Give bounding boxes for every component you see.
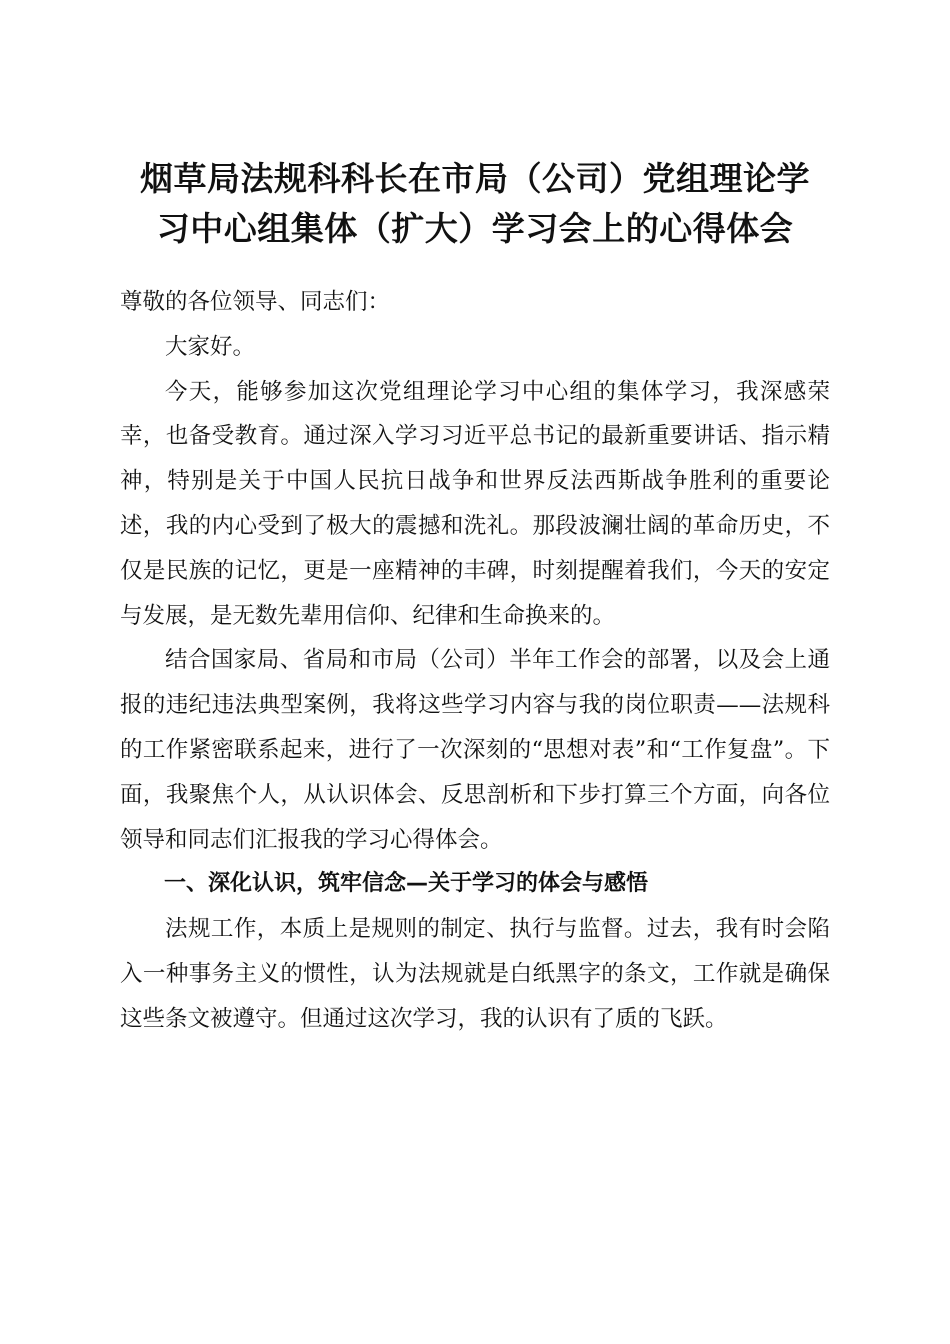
greeting: 大家好。	[165, 333, 256, 360]
section-heading-1: 一、深化认识，筑牢信念—关于学习的体会与感悟	[164, 871, 649, 897]
paragraph-2: 结合国家局、省局和市局（公司）半年工作会的部署，以及会上通报的违纪违法典型案例，我将这些学习内容与我的岗位职责——法规科的工作紧密联系起来，进行了一次深刻的“思想对表”和“工作复盘”。下面，我聚焦个人，从认识体会、反思剖析和下步打算三个方面，向各位领导和同志们汇报我的学习心得体会。	[120, 647, 830, 853]
document-body	[120, 280, 830, 1042]
paragraph-1: 今天，能够参加这次党组理论学习中心组的集体学习，我深感荣幸，也备受教育。通过深入学习习近平总书记的最新重要讲话、指示精神，特别是关于中国人民抗日战争和世界反法西斯战争胜利的重要论述，我的内心受到了极大的震撼和洗礼。那段波澜壮阔的革命历史，不仅是民族的记忆，更是一座精神的丰碑，时刻提醒着我们，今天的安定与发展，是无数先辈用信仰、纪律和生命换来的。	[120, 378, 830, 629]
salutation: 尊敬的各位领导、同志们：	[120, 289, 391, 315]
document-title	[110, 154, 840, 254]
document-title-line-1: 烟草局法规科科长在市局（公司）党组理论学	[140, 159, 810, 199]
paragraph-3: 法规工作，本质上是规则的制定、执行与监督。过去，我有时会陷入一种事务主义的惯性，认为法规就是白纸黑字的条文，工作就是确保这些条文被遵守。但通过这次学习，我的认识有了质的飞跃。	[120, 916, 830, 1032]
document-title-line-2: 习中心组集体（扩大）学习会上的心得体会	[156, 209, 794, 249]
